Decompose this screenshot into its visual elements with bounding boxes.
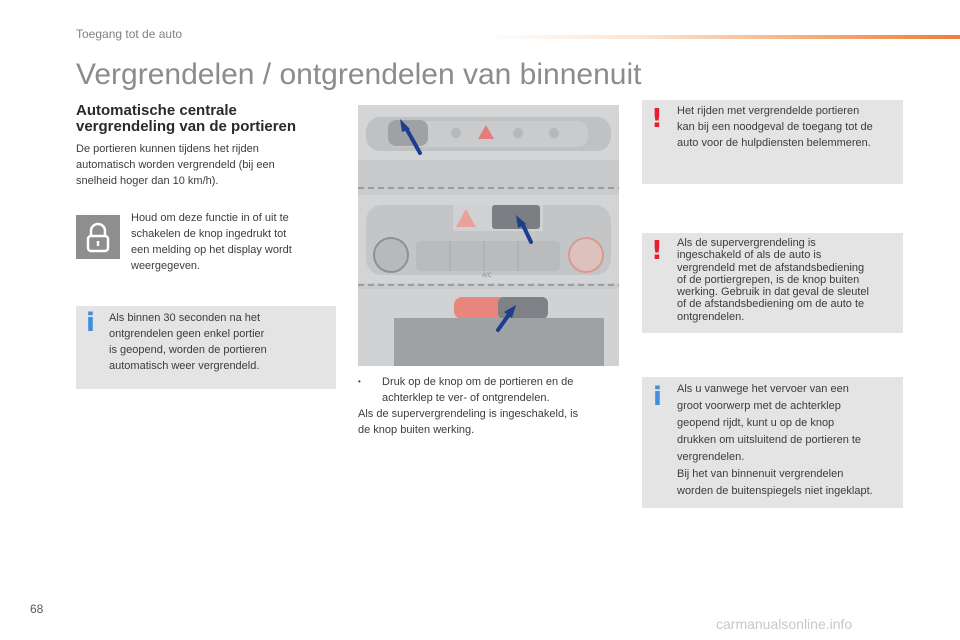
text-line: kan bij een noodgeval de toegang tot de xyxy=(677,121,873,133)
warning-text xyxy=(677,237,902,323)
text-line: ontgrendelen. xyxy=(677,310,745,323)
text-line: geopend rijdt, kunt u op de knop xyxy=(677,417,835,429)
intro-paragraph xyxy=(76,141,316,189)
text-line: Als de supervergrendeling is ingeschakeld, is xyxy=(358,408,579,420)
text-line: werking. Gebruik in dat geval de sleutel xyxy=(677,286,869,299)
page-number: 68 xyxy=(30,602,44,616)
sub-heading-line: Automatische centrale xyxy=(76,102,237,119)
info-text xyxy=(109,310,329,374)
text-line: Als de supervergrendeling is xyxy=(677,237,816,249)
text-line: vergrendeld met de afstandsbediening xyxy=(677,261,865,274)
text-line: ontgrendelen geen enkel portier xyxy=(109,328,265,340)
warning-icon: ! xyxy=(651,236,663,266)
text-line: automatisch worden vergrendeld (bij een xyxy=(76,159,275,171)
text-line: auto voor de hulpdiensten belemmeren. xyxy=(677,137,871,149)
info-box-auto-relock xyxy=(76,306,336,389)
bullet-icon: • xyxy=(358,377,361,386)
text-line: worden de buitenspiegels niet ingeklapt. xyxy=(677,485,873,497)
warning-text xyxy=(677,103,902,151)
step-item xyxy=(358,374,618,406)
text-line: de knop buiten werking. xyxy=(358,424,475,436)
info-text xyxy=(677,381,902,500)
text-line: Bij het van binnenuit vergrendelen xyxy=(677,468,844,480)
text-line: achterklep te ver- of ontgrendelen. xyxy=(382,392,550,404)
header-rule xyxy=(480,35,960,39)
info-icon: i xyxy=(86,308,95,338)
text-line: een melding op het display wordt xyxy=(131,244,292,256)
watermark: carmanualsonline.info xyxy=(716,616,853,632)
text-line: automatisch weer vergrendeld. xyxy=(109,360,260,372)
info-icon: i xyxy=(653,382,662,412)
text-line: Houd om deze functie in of uit te xyxy=(131,212,289,224)
text-line: Als u vanwege het vervoer van een xyxy=(677,383,849,395)
sub-heading xyxy=(76,103,336,135)
text-line: Het rijden met vergrendelde portieren xyxy=(677,105,860,117)
text-line: De portieren kunnen tijdens het rijden xyxy=(76,143,259,155)
text-line: snelheid hoger dan 10 km/h). xyxy=(76,175,219,187)
warning-box-emergency xyxy=(642,100,903,184)
sub-heading-line: vergrendeling van de portieren xyxy=(76,118,297,135)
text-line: Als binnen 30 seconden na het xyxy=(109,312,261,324)
text-line: Druk op de knop om de portieren en de xyxy=(382,376,574,388)
text-line: drukken om uitsluitend de portieren te xyxy=(677,434,862,446)
text-line: schakelen de knop ingedrukt tot xyxy=(131,228,287,240)
info-box-tailgate xyxy=(642,377,903,508)
warning-box-deadlocking xyxy=(642,233,903,333)
text-line: ingeschakeld of als de auto is xyxy=(677,249,822,262)
page-title: Vergrendelen / ontgrendelen van binnenuit xyxy=(76,58,642,91)
text-line: is geopend, worden de portieren xyxy=(109,344,267,356)
warning-icon: ! xyxy=(651,104,663,134)
lock-icon xyxy=(76,215,120,259)
lock-paragraph xyxy=(131,210,331,274)
text-line: vergrendelen. xyxy=(677,451,745,463)
text-line: of de afstandsbediening om de auto te xyxy=(677,298,865,311)
step-paragraph xyxy=(358,374,618,438)
text-line: groot voorwerp met de achterklep xyxy=(677,400,841,412)
dashboard-illustration xyxy=(358,105,619,366)
section-label: Toegang tot de auto xyxy=(76,27,183,41)
text-line: weergegeven. xyxy=(131,260,201,272)
ac-label: A/C xyxy=(482,273,493,279)
text-line: of de portiergrepen, is de knop buiten xyxy=(677,273,860,286)
